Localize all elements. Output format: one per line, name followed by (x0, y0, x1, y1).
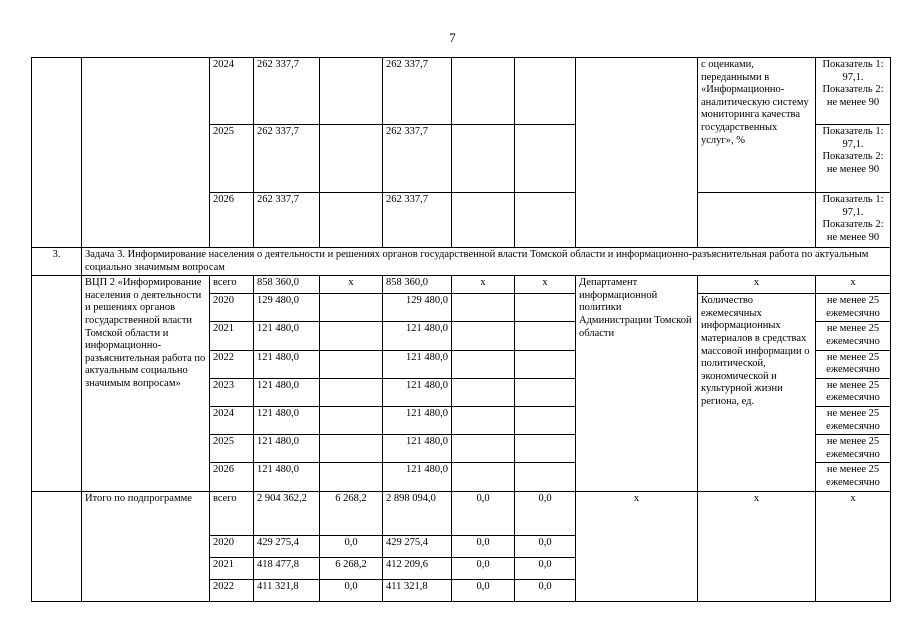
cell-indicator-value: Показатель 1: 97,1. Показатель 2: не менее 90 (816, 125, 891, 193)
cell-total: 262 337,7 (254, 193, 320, 248)
cell-total: 2 904 362,2 (254, 491, 320, 535)
vcp-name: ВЦП 2 «Информирование населения о деятельности и решениях органов государственной власти Томской области и информационно-разъяснительная работа по актуальным социально значимым вопросам» (82, 276, 210, 491)
cell-year: 2020 (210, 535, 254, 557)
cell-regional: 411 321,8 (383, 579, 452, 601)
cell-federal: 0,0 (320, 579, 383, 601)
cell-federal: х (320, 276, 383, 294)
cell-local (452, 406, 515, 434)
cell-other: х (515, 276, 576, 294)
program-table (31, 57, 891, 602)
cell-other (515, 58, 576, 125)
task-number: 3. (32, 248, 82, 276)
cell-other (515, 193, 576, 248)
cell-local (452, 322, 515, 350)
cell-local: х (452, 276, 515, 294)
cell-local (452, 294, 515, 322)
cell-executor (576, 58, 698, 248)
cell-other: 0,0 (515, 579, 576, 601)
cell-other (515, 463, 576, 491)
cell-year: 2026 (210, 463, 254, 491)
cell-indicator-value: х (816, 276, 891, 294)
cell-local: 0,0 (452, 557, 515, 579)
cell-indicator-value: не менее 25 ежемесячно (816, 463, 891, 491)
cell-name (82, 58, 210, 248)
task-row (32, 248, 891, 276)
cell-total: 262 337,7 (254, 125, 320, 193)
cell-other: 0,0 (515, 535, 576, 557)
table-row (32, 58, 891, 125)
cell-regional: 429 275,4 (383, 535, 452, 557)
cell-year: 2022 (210, 350, 254, 378)
cell-federal: 6 268,2 (320, 491, 383, 535)
cell-regional: 129 480,0 (383, 294, 452, 322)
cell-year: 2024 (210, 58, 254, 125)
cell-other (515, 406, 576, 434)
total-indicator-name: х (698, 491, 816, 601)
cell-federal (320, 435, 383, 463)
task-title: Задача 3. Информирование населения о деятельности и решениях органов государственной власти Томской области и информационно-разъяснительная работа по актуальным социально значимым вопросам (82, 248, 891, 276)
page-number: 7 (449, 30, 456, 45)
cell-local: 0,0 (452, 579, 515, 601)
cell-year: всего (210, 491, 254, 535)
cell-local (452, 125, 515, 193)
cell-federal (320, 322, 383, 350)
cell-year: 2023 (210, 378, 254, 406)
cell-local: 0,0 (452, 535, 515, 557)
vcp-indicator: Количество ежемесячных информационных материалов в средствах массовой информации о политической, экономической и культурной жизни региона, ед. (698, 294, 816, 491)
cell-indicator-name: х (698, 276, 816, 294)
cell-federal: 0,0 (320, 535, 383, 557)
cell-regional: 858 360,0 (383, 276, 452, 294)
cell-total: 858 360,0 (254, 276, 320, 294)
cell-federal: 6 268,2 (320, 557, 383, 579)
cell-other: 0,0 (515, 557, 576, 579)
cell-other (515, 378, 576, 406)
cell-total: 121 480,0 (254, 463, 320, 491)
cell-federal (320, 350, 383, 378)
cell-local (452, 378, 515, 406)
cell-year: 2026 (210, 193, 254, 248)
cell-year: 2025 (210, 435, 254, 463)
cell-total: 429 275,4 (254, 535, 320, 557)
cell-year: 2021 (210, 322, 254, 350)
cell-other (515, 125, 576, 193)
cell-indicator-name (698, 193, 816, 248)
cell-other: 0,0 (515, 491, 576, 535)
cell-total: 121 480,0 (254, 435, 320, 463)
cell-year: 2021 (210, 557, 254, 579)
cell-indicator-value: не менее 25 ежемесячно (816, 322, 891, 350)
cell-year: 2022 (210, 579, 254, 601)
cell-federal (320, 378, 383, 406)
cell-regional: 262 337,7 (383, 125, 452, 193)
cell-other (515, 350, 576, 378)
cell-number (32, 491, 82, 601)
cell-total: 121 480,0 (254, 378, 320, 406)
cell-total: 121 480,0 (254, 322, 320, 350)
cell-regional: 412 209,6 (383, 557, 452, 579)
cell-indicator-value: Показатель 1: 97,1. Показатель 2: не менее 90 (816, 193, 891, 248)
total-indicator-value: х (816, 491, 891, 601)
cell-federal (320, 193, 383, 248)
cell-regional: 121 480,0 (383, 322, 452, 350)
cell-regional: 121 480,0 (383, 435, 452, 463)
vcp-executor: Департамент информационной политики Администрации Томской области (576, 276, 698, 491)
cell-year: 2025 (210, 125, 254, 193)
cell-indicator-value: Показатель 1: 97,1. Показатель 2: не менее 90 (816, 58, 891, 125)
cell-regional: 121 480,0 (383, 350, 452, 378)
cell-total: 121 480,0 (254, 406, 320, 434)
cell-indicator-value: не менее 25 ежемесячно (816, 406, 891, 434)
cell-federal (320, 406, 383, 434)
cell-year: всего (210, 276, 254, 294)
cell-local (452, 58, 515, 125)
cell-local (452, 350, 515, 378)
cell-year: 2024 (210, 406, 254, 434)
cell-other (515, 294, 576, 322)
cell-total: 262 337,7 (254, 58, 320, 125)
total-label: Итого по подпрограмме (82, 491, 210, 601)
cell-regional: 2 898 094,0 (383, 491, 452, 535)
cell-indicator-value: не менее 25 ежемесячно (816, 294, 891, 322)
cell-federal (320, 58, 383, 125)
cell-total: 129 480,0 (254, 294, 320, 322)
cell-other (515, 322, 576, 350)
cell-federal (320, 125, 383, 193)
cell-federal (320, 463, 383, 491)
cell-indicator-value: не менее 25 ежемесячно (816, 350, 891, 378)
cell-local (452, 435, 515, 463)
cell-federal (320, 294, 383, 322)
cell-regional: 121 480,0 (383, 463, 452, 491)
cell-indicator-name: с оценками, переданными в «Информационно-аналитическую систему мониторинга качества государственных услуг», % (698, 58, 816, 193)
cell-regional: 262 337,7 (383, 58, 452, 125)
cell-number (32, 276, 82, 491)
cell-total: 121 480,0 (254, 350, 320, 378)
cell-year: 2020 (210, 294, 254, 322)
cell-other (515, 435, 576, 463)
cell-indicator-value: не менее 25 ежемесячно (816, 378, 891, 406)
cell-local: 0,0 (452, 491, 515, 535)
cell-regional: 121 480,0 (383, 378, 452, 406)
cell-number (32, 58, 82, 248)
table-row (32, 276, 891, 294)
cell-total: 418 477,8 (254, 557, 320, 579)
cell-local (452, 193, 515, 248)
cell-regional: 262 337,7 (383, 193, 452, 248)
total-row (32, 491, 891, 535)
total-executor: х (576, 491, 698, 601)
cell-total: 411 321,8 (254, 579, 320, 601)
cell-regional: 121 480,0 (383, 406, 452, 434)
cell-local (452, 463, 515, 491)
cell-indicator-value: не менее 25 ежемесячно (816, 435, 891, 463)
